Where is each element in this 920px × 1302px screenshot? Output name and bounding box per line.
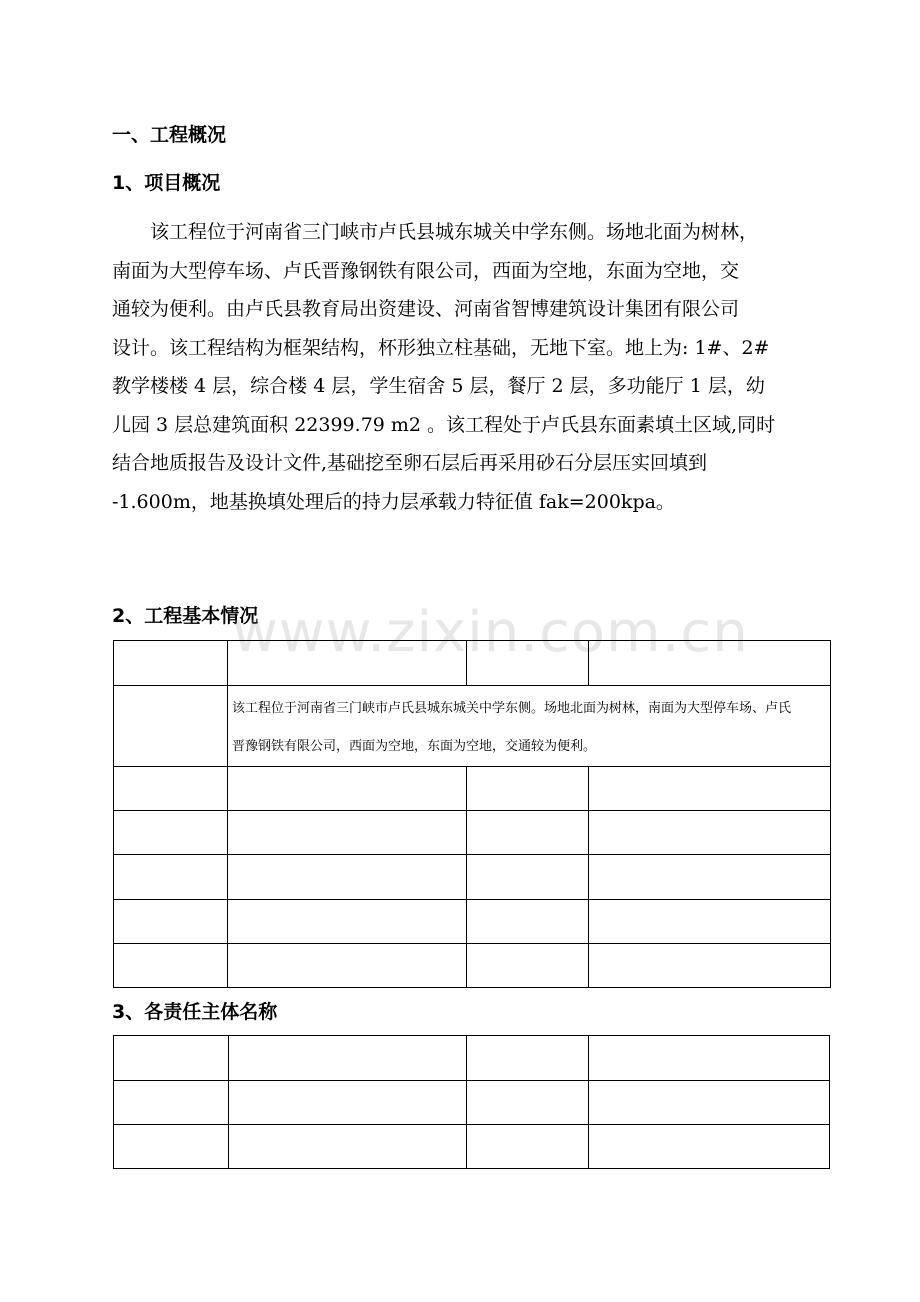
- table-cell: [467, 1036, 589, 1081]
- table-cell: [467, 944, 589, 988]
- table-cell: [114, 767, 228, 811]
- table-cell: [467, 641, 589, 686]
- table-cell: [228, 811, 467, 855]
- table-row: [114, 811, 831, 855]
- table-cell: [114, 641, 228, 686]
- paragraph-line: 通较为便利。由卢氏县教育局出资建设、河南省智博建筑设计集团有限公司: [112, 298, 740, 320]
- table-cell: [114, 811, 228, 855]
- table-cell: [589, 811, 831, 855]
- table-cell: [589, 1125, 830, 1169]
- table-cell: [589, 767, 831, 811]
- section-1-title: 1、项目概况: [112, 172, 221, 194]
- table-cell: [467, 1081, 589, 1125]
- table-cell: [228, 767, 467, 811]
- table-row: [114, 855, 831, 900]
- table-cell: [467, 855, 589, 900]
- paragraph-line: 该工程位于河南省三门峡市卢氏县城东城关中学东侧。场地北面为树林，: [112, 221, 759, 243]
- table-row: [114, 686, 831, 767]
- table-cell: [589, 1081, 830, 1125]
- paragraph-line: 儿园 3 层总建筑面积 22399.79 m2 。该工程处于卢氏县东面素填土区域,同时: [112, 413, 776, 436]
- responsible-parties-table: [113, 1035, 830, 1169]
- project-overview-paragraph: [112, 213, 832, 521]
- table-cell: [467, 900, 589, 944]
- table-cell: [114, 855, 228, 900]
- table-cell: [228, 855, 467, 900]
- table-cell: [114, 1036, 229, 1081]
- cell-text-line: 晋豫钢铁有限公司，西面为空地，东面为空地，交通较为便利。: [232, 739, 597, 754]
- paragraph-line: 设计。该工程结构为框架结构，杯形独立柱基础，无地下室。地上为: 1#、2#: [112, 336, 770, 359]
- table-row: [114, 767, 831, 811]
- table-cell: [467, 767, 589, 811]
- watermark: www.zixin.com.cn: [232, 600, 749, 665]
- paragraph-line: 结合地质报告及设计文件,基础挖至卵石层后再采用砂石分层压实回填到: [112, 452, 708, 474]
- table-cell: [589, 1036, 830, 1081]
- section-2-title: 2、工程基本情况: [112, 605, 259, 627]
- table-cell: [114, 1125, 229, 1169]
- table-cell: [467, 811, 589, 855]
- table-row: [114, 944, 831, 988]
- table-cell: [229, 1081, 467, 1125]
- table-row: [114, 1036, 830, 1081]
- table-cell: [228, 944, 467, 988]
- table-cell: [589, 944, 831, 988]
- table-cell: [114, 944, 228, 988]
- table-cell: [589, 900, 831, 944]
- section-3-title: 3、各责任主体名称: [112, 1001, 278, 1023]
- paragraph-line: 教学楼楼 4 层，综合楼 4 层，学生宿舍 5 层，餐厅 2 层，多功能厅 1 层，幼: [112, 375, 765, 397]
- table-cell: [467, 1125, 589, 1169]
- table-row: [114, 900, 831, 944]
- table-cell: [589, 641, 831, 686]
- main-heading: 一、工程概况: [112, 124, 227, 146]
- project-location-cell: [228, 686, 831, 767]
- table-cell: [114, 1081, 229, 1125]
- table-cell: [229, 1036, 467, 1081]
- cell-text-line: 该工程位于河南省三门峡市卢氏县城东城关中学东侧。场地北面为树林，南面为大型停车场、卢氏: [232, 701, 792, 716]
- table-row: [114, 1125, 830, 1169]
- table-row: [114, 1081, 830, 1125]
- paragraph-line: 南面为大型停车场、卢氏晋豫钢铁有限公司，西面为空地，东面为空地，交: [112, 259, 740, 282]
- table-cell: [589, 855, 831, 900]
- basic-info-table: [113, 640, 831, 988]
- paragraph-line: -1.600m，地基换填处理后的持力层承载力特征值 fak=200kpa。: [112, 490, 675, 513]
- table-cell: [114, 686, 228, 767]
- table-cell: [229, 1125, 467, 1169]
- table-cell: [114, 900, 228, 944]
- table-row: [114, 641, 831, 686]
- table-cell: [228, 641, 467, 686]
- table-cell: [228, 900, 467, 944]
